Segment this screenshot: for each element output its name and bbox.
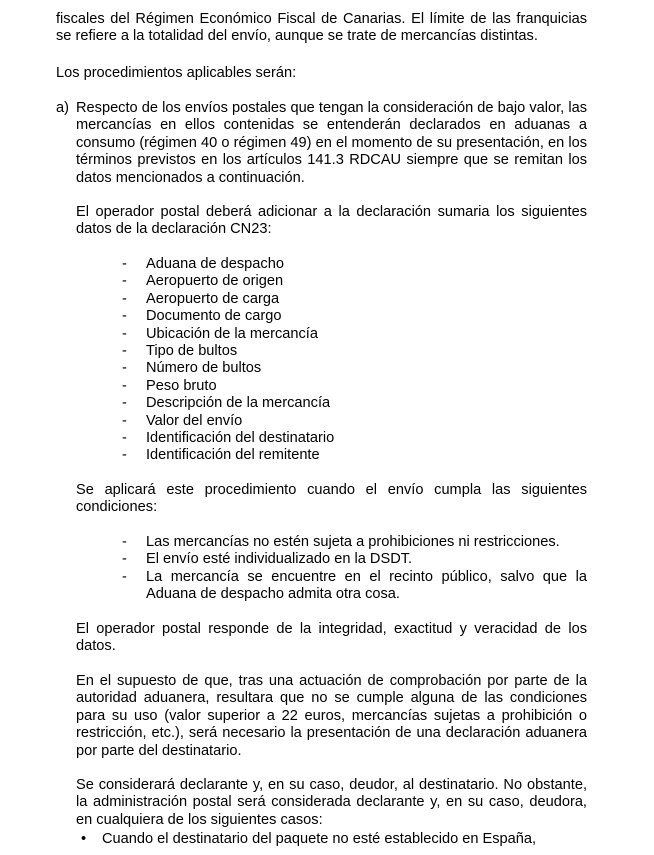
data-list-item-text: Aduana de despacho bbox=[146, 256, 284, 272]
dash-bullet-icon: - bbox=[122, 273, 127, 290]
item-a-marker: a) bbox=[56, 100, 69, 116]
condition-item-text: La mercancía se encuentre en el recinto público, salvo que la Aduana de despacho admita otra cosa. bbox=[146, 568, 587, 603]
data-list-item bbox=[76, 378, 587, 395]
dash-bullet-icon: - bbox=[122, 360, 127, 377]
conditions-list bbox=[76, 534, 587, 604]
condition-item bbox=[76, 569, 587, 604]
bullet-item-text: Cuando el destinatario del paquete no esté establecido en España, bbox=[102, 831, 537, 847]
dash-bullet-icon: - bbox=[122, 534, 127, 550]
dash-bullet-icon: - bbox=[122, 325, 127, 342]
supuesto-paragraph: En el supuesto de que, tras una actuación de comprobación por parte de la autoridad aduanera, resultara que no se cumple alguna de las condiciones para su uso (valor superior a 22 euros, mercancías sujetas a prohibición o restricción, etc.), será necesario la presentación de una declaración aduanera por parte del destinatario. bbox=[76, 673, 587, 759]
condition-item-text: El envío esté individualizado en la DSDT. bbox=[146, 551, 413, 568]
apply-paragraph: Se aplicará este procedimiento cuando el envío cumpla las siguientes condiciones: bbox=[76, 482, 587, 516]
dash-bullet-icon: - bbox=[122, 256, 127, 272]
procedures-heading: Los procedimientos aplicables serán: bbox=[56, 65, 297, 81]
dash-bullet-icon: - bbox=[122, 343, 127, 360]
dash-bullet-icon: - bbox=[122, 551, 127, 568]
dash-bullet-icon: - bbox=[122, 430, 127, 447]
data-list-item-text: Identificación del destinatario bbox=[146, 430, 335, 447]
intro-paragraph: fiscales del Régimen Económico Fiscal de Canarias. El límite de las franquicias se refiere a la totalidad del envío, aunque se trate de mercancías distintas. bbox=[56, 11, 587, 45]
dash-bullet-icon: - bbox=[122, 412, 127, 429]
condition-item bbox=[76, 534, 587, 551]
data-list-item-text: Tipo de bultos bbox=[146, 343, 238, 360]
data-list-item-text: Aeropuerto de carga bbox=[146, 290, 280, 307]
cn23-data-list bbox=[76, 256, 587, 465]
data-list-item bbox=[76, 256, 587, 273]
data-list-item bbox=[76, 273, 587, 290]
declarante-paragraph: Se considerará declarante y, en su caso, deudor, al destinatario. No obstante, la administración postal será considerada declarante y, en su caso, deudora, en cualquiera de los siguientes casos: bbox=[76, 777, 587, 828]
data-list-item bbox=[76, 430, 587, 447]
data-list-item-text: Identificación del remitente bbox=[146, 447, 320, 464]
bullet-icon: • bbox=[81, 831, 87, 847]
item-a-text: Respecto de los envíos postales que tengan la consideración de bajo valor, las mercancías en ellos contenidas se entenderán declarados en aduanas a consumo (régimen 40 o régimen 49) en el momento de su presentación, en los términos previstos en los artículos 141.3 RDCAU siempre que se remitan los datos mencionados a continuación. bbox=[76, 100, 587, 186]
data-list-item bbox=[76, 447, 587, 464]
data-list-item-text: Descripción de la mercancía bbox=[146, 395, 331, 412]
data-list-item bbox=[76, 413, 587, 430]
data-list-item bbox=[76, 326, 587, 343]
dash-bullet-icon: - bbox=[122, 568, 127, 585]
dash-bullet-icon: - bbox=[122, 395, 127, 412]
operator-paragraph: El operador postal deberá adicionar a la declaración sumaria los siguientes datos de la declaración CN23: bbox=[76, 204, 587, 238]
dash-bullet-icon: - bbox=[122, 447, 127, 464]
data-list-item bbox=[76, 395, 587, 412]
dash-bullet-icon: - bbox=[122, 308, 127, 325]
responsibility-paragraph: El operador postal responde de la integridad, exactitud y veracidad de los datos. bbox=[76, 621, 587, 655]
data-list-item-text: Ubicación de la mercancía bbox=[146, 325, 318, 342]
data-list-item-text: Valor del envío bbox=[146, 412, 243, 429]
condition-item-text: Las mercancías no estén sujeta a prohibiciones ni restricciones. bbox=[146, 534, 560, 550]
data-list-item bbox=[76, 343, 587, 360]
data-list-item bbox=[76, 360, 587, 377]
dash-bullet-icon: - bbox=[122, 377, 127, 394]
data-list-item-text: Peso bruto bbox=[146, 377, 217, 394]
data-list-item-text: Documento de cargo bbox=[146, 308, 282, 325]
data-list-item-text: Número de bultos bbox=[146, 360, 262, 377]
condition-item bbox=[76, 551, 587, 568]
data-list-item bbox=[76, 308, 587, 325]
dash-bullet-icon: - bbox=[122, 290, 127, 307]
data-list-item bbox=[76, 291, 587, 308]
data-list-item-text: Aeropuerto de origen bbox=[146, 273, 284, 290]
